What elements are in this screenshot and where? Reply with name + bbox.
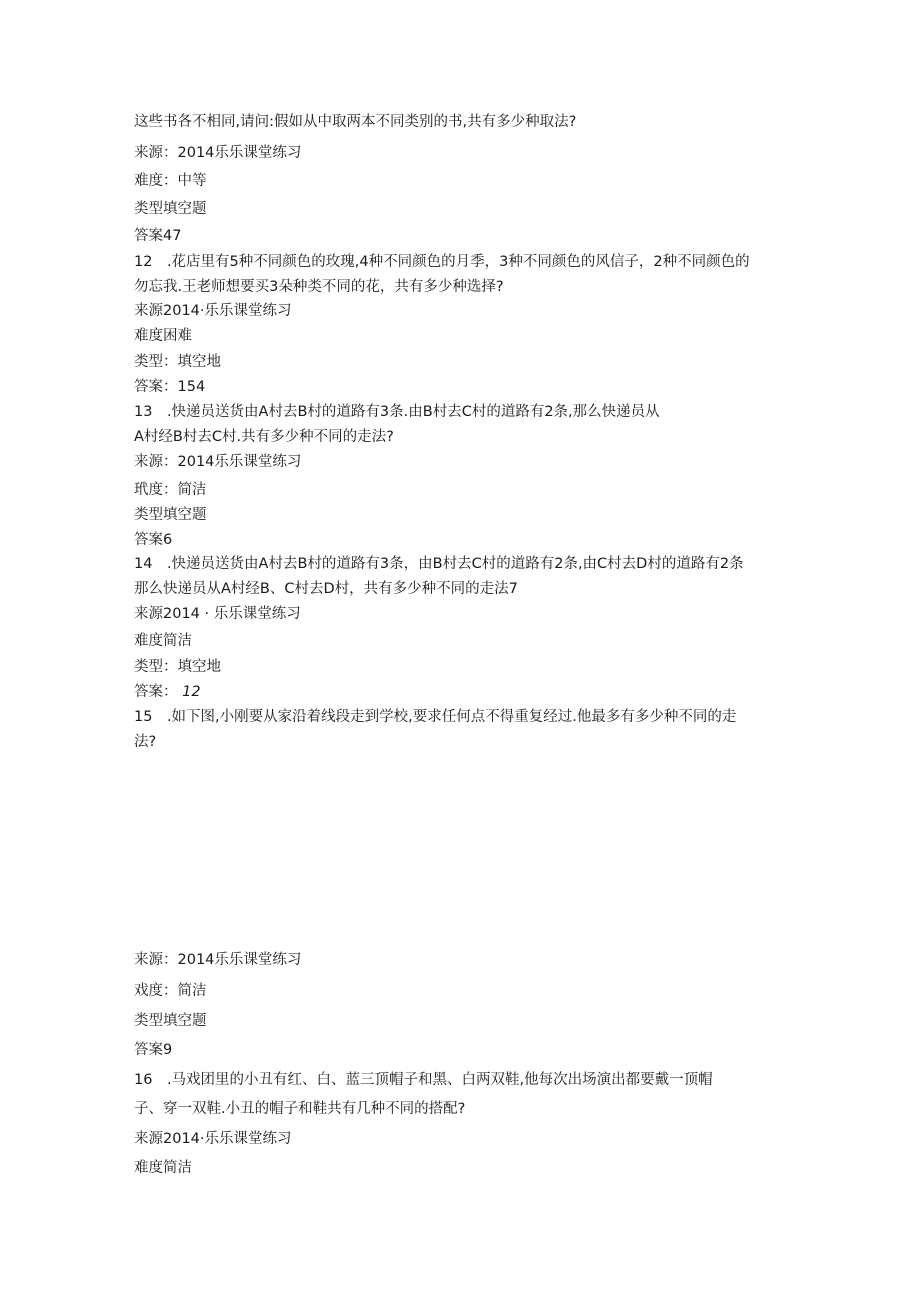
- q12-source: 来源2014·乐乐课堂练习: [134, 303, 292, 319]
- q16-difficulty: 难度简洁: [134, 1160, 192, 1176]
- q14-text-line1: 14 .快递员送货由A村去B村的道路有3条，由B村去C村的道路有2条,由C村去D村的道路有2条: [134, 556, 744, 572]
- q16-source: 来源2014·乐乐课堂练习: [134, 1131, 292, 1147]
- q12-type: 类型：填空地: [134, 354, 221, 370]
- q14-difficulty: 难度简洁: [134, 633, 192, 649]
- q15-text-line2: 法?: [134, 734, 157, 750]
- q15-answer: 答案9: [134, 1042, 173, 1058]
- q12-answer: 答案：154: [134, 379, 206, 395]
- q13-text-line1: 13 .快递员送货由A村去B村的道路有3条.由B村去C村的道路有2条,那么快递员从: [134, 404, 660, 420]
- q12-text-line2: 勿忘我.王老师想要买3朵种类不同的花，共有多少种选择?: [134, 279, 504, 295]
- q13-text-line2: A村经B村去C村.共有多少种不同的走法?: [134, 429, 394, 445]
- q15-type: 类型填空题: [134, 1013, 207, 1029]
- q15-text-line1: 15 .如下图,小刚要从家沿着线段走到学校,要求任何点不得重复经过.他最多有多少种不同的走: [134, 709, 737, 725]
- q14-answer-value: 12: [182, 684, 201, 700]
- q16-text-line2: 子、穿一双鞋.小丑的帽子和鞋共有几种不同的搭配?: [134, 1101, 466, 1117]
- q15-difficulty: 戏度：简洁: [134, 983, 207, 999]
- q11-text-end: 这些书各不相同,请问:假如从中取两本不同类别的书,共有多少种取法?: [134, 114, 577, 130]
- q11-answer: 答案47: [134, 228, 182, 244]
- q14-answer: [134, 682, 201, 702]
- q16-text-line1: 16 .马戏团里的小丑有红、白、蓝三顶帽子和黑、白两双鞋,他每次出场演出都要戴一顶帽: [134, 1072, 713, 1088]
- q12-difficulty: 难度困难: [134, 328, 192, 344]
- q13-source: 来源：2014乐乐课堂练习: [134, 454, 302, 470]
- q11-type: 类型填空题: [134, 201, 207, 217]
- q13-difficulty: 玳度：简洁: [134, 482, 207, 498]
- q11-difficulty: 难度：中等: [134, 173, 207, 189]
- q13-type: 类型填空题: [134, 507, 207, 523]
- q12-text-line1: 12 .花店里有5种不同颜色的玫瑰,4种不同颜色的月季，3种不同颜色的风信子，2种不同颜色的: [134, 254, 750, 270]
- q11-source: 来源：2014乐乐课堂练习: [134, 145, 302, 161]
- q14-source: 来源2014 · 乐乐课堂练习: [134, 606, 301, 622]
- q14-answer-label: 答案：: [134, 684, 178, 700]
- q15-source: 来源：2014乐乐课堂练习: [134, 952, 302, 968]
- q14-type: 类型：填空地: [134, 659, 221, 675]
- q14-text-line2: 那么快递员从A村经B、C村去D村，共有多少种不同的走法7: [134, 581, 518, 597]
- q13-answer: 答案6: [134, 532, 173, 548]
